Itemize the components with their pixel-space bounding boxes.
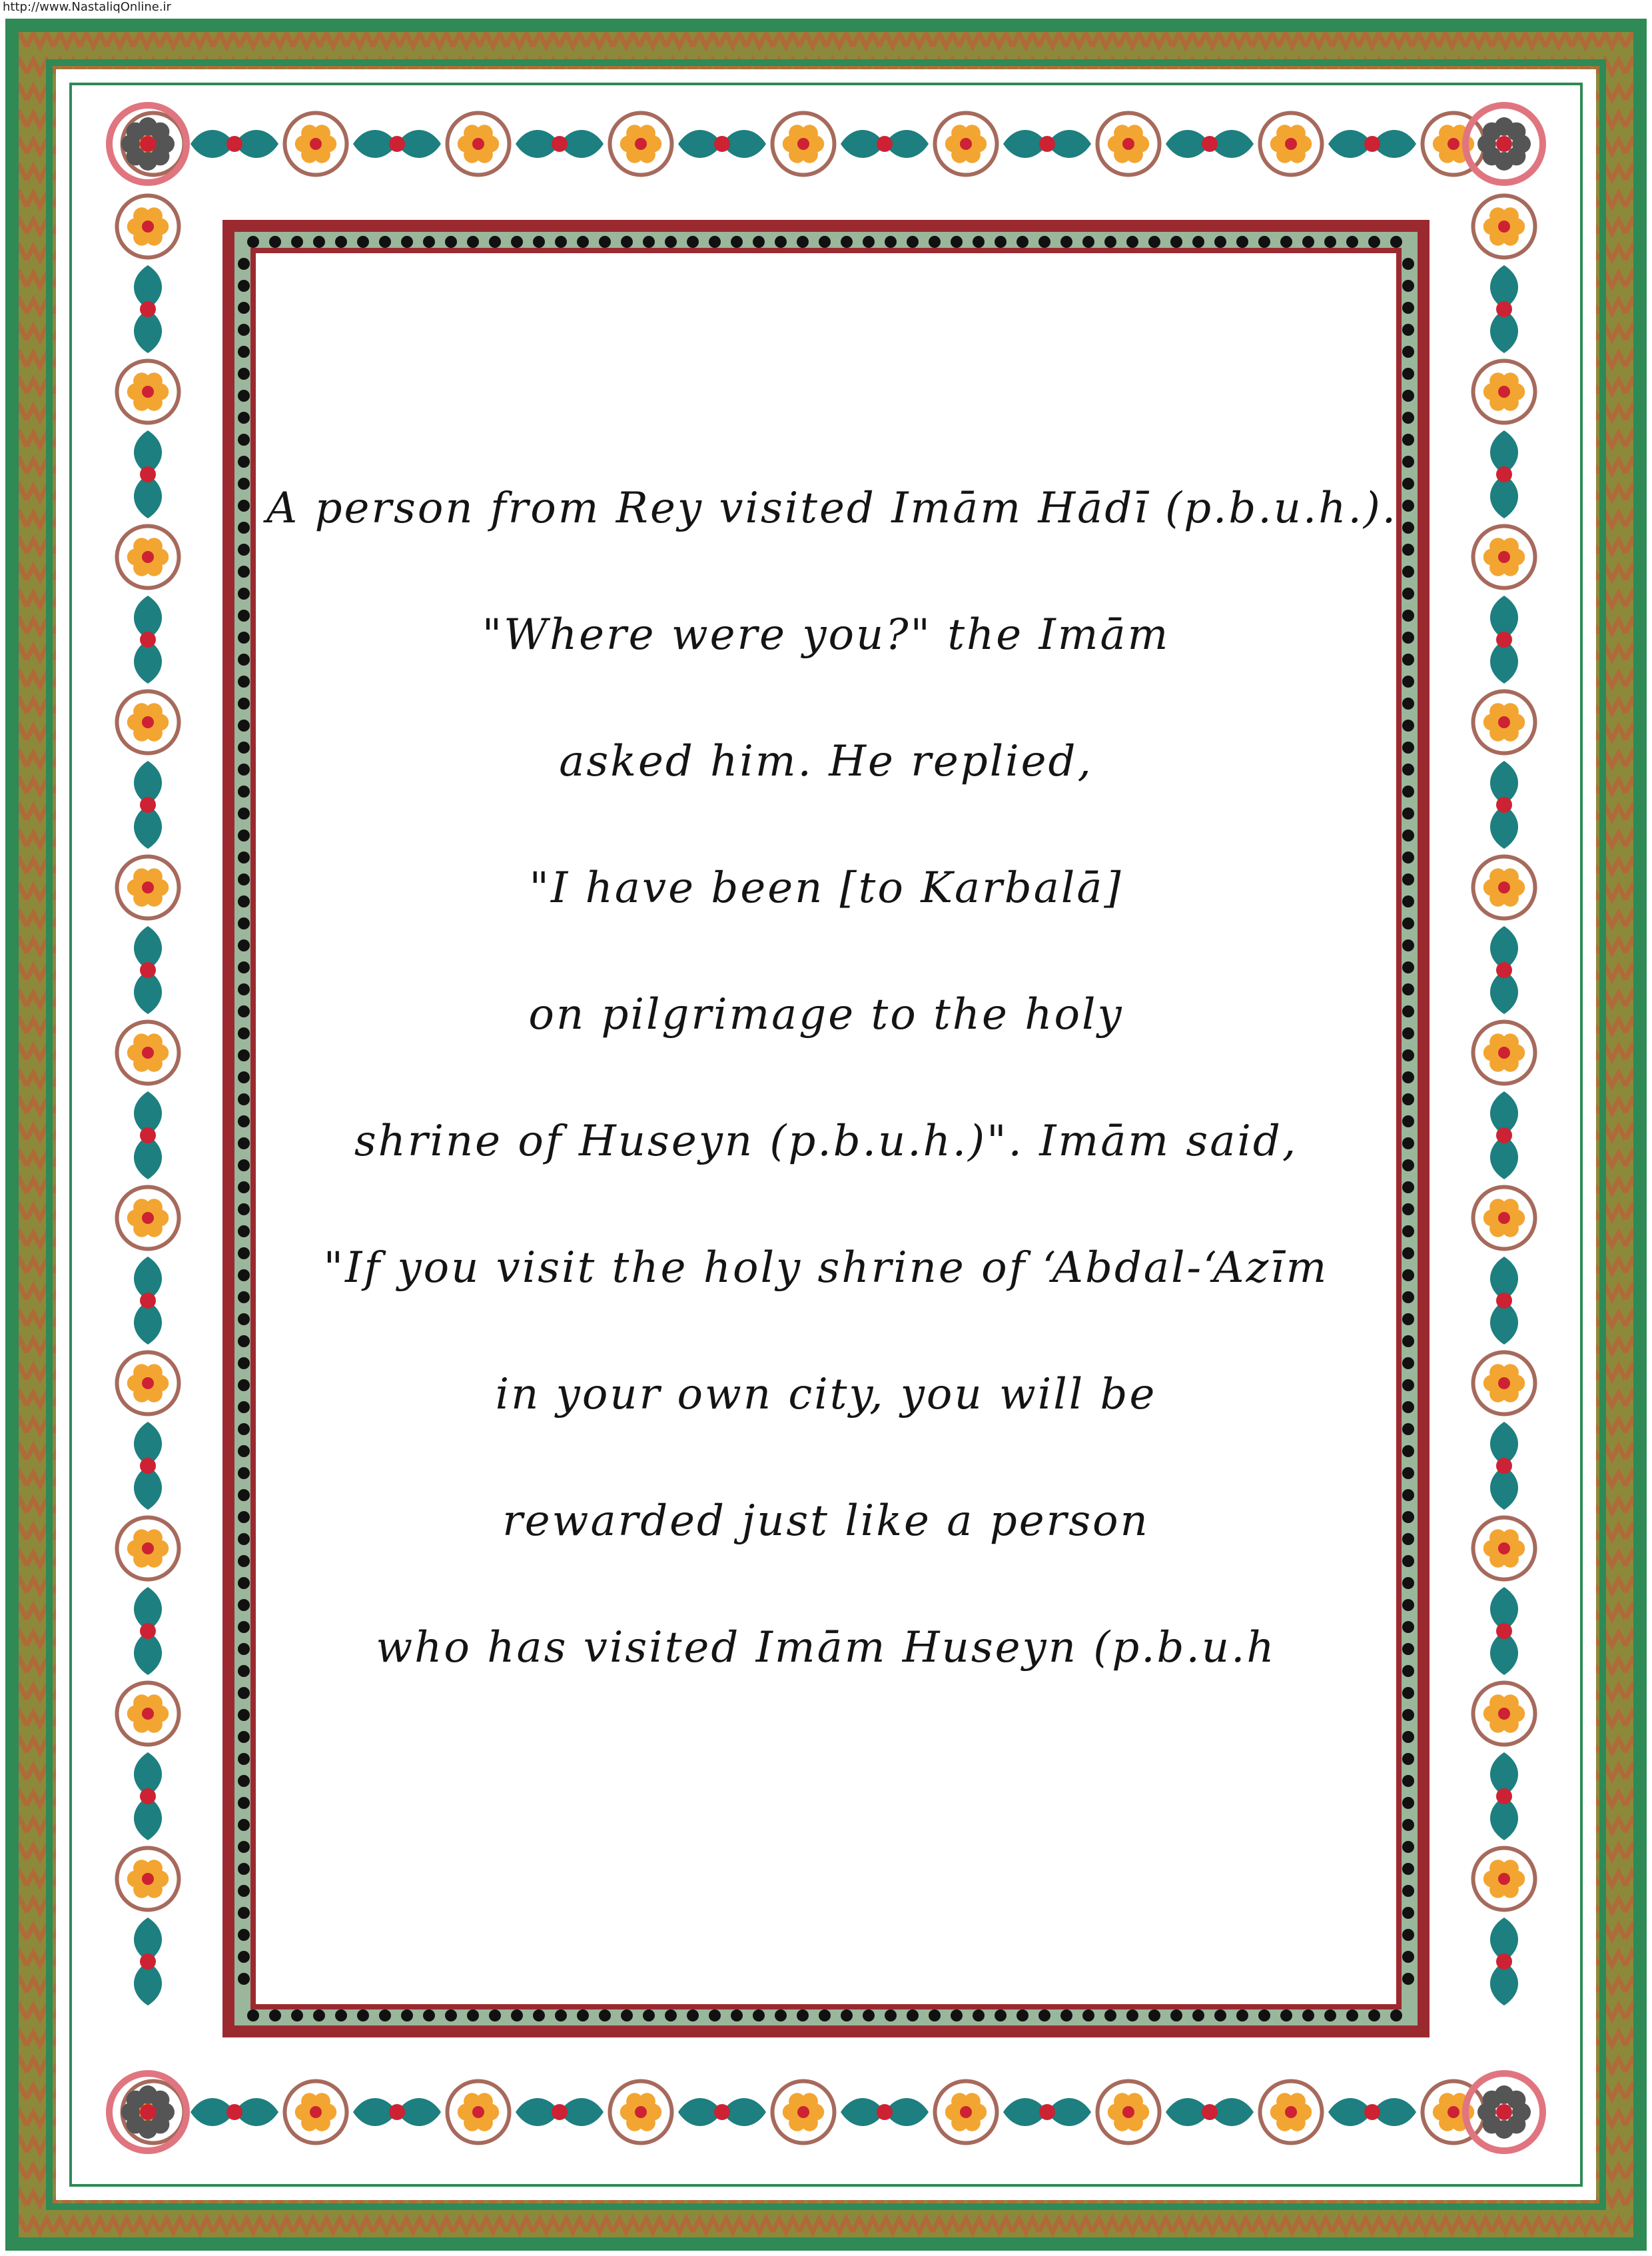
text-line-5: on pilgrimage to the holy [528,990,1124,1039]
watermark-url: http://www.NastaliqOnline.ir [3,0,171,14]
text-panel [266,269,1398,1985]
text-line-8: in your own city, you will be [495,1370,1157,1419]
text-line-3: asked him. He replied, [559,737,1093,786]
text-line-2: "Where were you?" the Imām [482,610,1170,660]
text-line-10: who has visited Imām Huseyn (p.b.u.h [376,1623,1276,1672]
text-line-1: A person from Rey visited Imām Hādī (p.b.u.h.). [266,484,1398,533]
text-line-6: shrine of Huseyn (p.b.u.h.)". Imām said, [354,1117,1298,1166]
text-line-7: "If you visit the holy shrine of ‘Abdal-‘Azīm [323,1243,1329,1293]
text-line-4: "I have been [to Karbalā] [529,863,1123,913]
text-line-9: rewarded just like a person [502,1496,1150,1546]
